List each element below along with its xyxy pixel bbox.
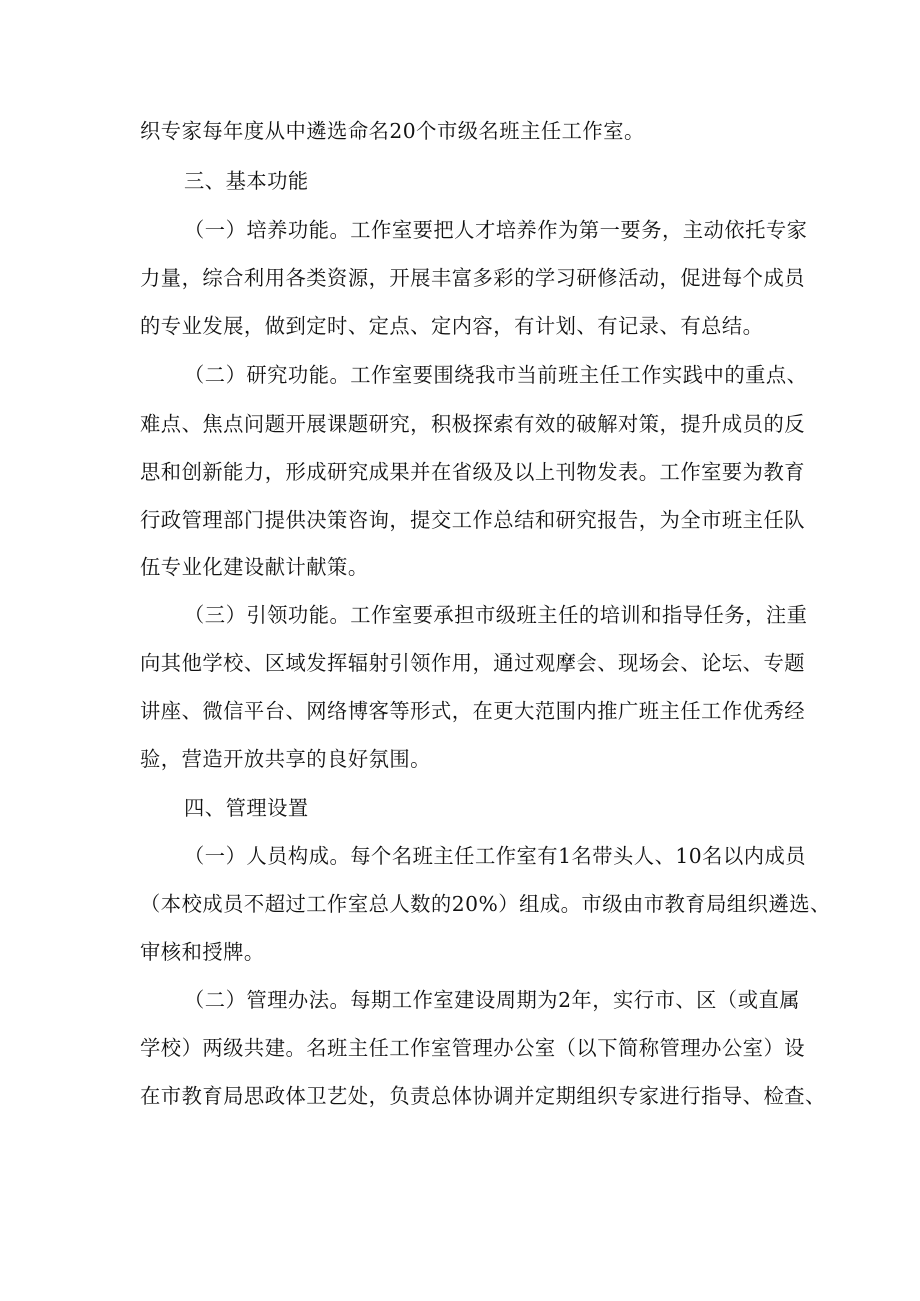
paragraph-line: （三）引领功能。工作室要承担市级班主任的培训和指导任务，注重 xyxy=(184,603,808,627)
text-line: （本校成员不超过工作室总人数的20%）组成。市级由市教育局组织遴选、 xyxy=(140,892,831,916)
text-line: 讲座、微信平台、网络博客等形式，在更大范围内推广班主任工作优秀经 xyxy=(140,699,806,723)
text-line: 力量，综合利用各类资源，开展丰富多彩的学习研修活动，促进每个成员 xyxy=(140,266,806,290)
paragraph-line: （一）培养功能。工作室要把人才培养作为第一要务，主动依托专家 xyxy=(184,218,808,242)
text-line: 织专家每年度从中遴选命名20个市级名班主任工作室。 xyxy=(140,119,645,143)
text-line: 思和创新能力，形成研究成果并在省级及以上刊物发表。工作室要为教育 xyxy=(140,460,806,484)
text-line: 的专业发展，做到定时、定点、定内容，有计划、有记录、有总结。 xyxy=(140,314,764,338)
text-line: 伍专业化建设献计献策。 xyxy=(140,555,369,579)
text-line: 验，营造开放共享的良好氛围。 xyxy=(140,747,431,771)
paragraph-line: （一）人员构成。每个名班主任工作室有1名带头人、10名以内成员 xyxy=(184,844,807,868)
text-line: 行政管理部门提供决策咨询，提交工作总结和研究报告，为全市班主任队 xyxy=(140,508,806,532)
section-heading: 三、基本功能 xyxy=(184,169,309,193)
text-line: 向其他学校、区域发挥辐射引领作用，通过观摩会、现场会、论坛、专题 xyxy=(140,651,806,675)
paragraph-line: （二）研究功能。工作室要围绕我市当前班主任工作实践中的重点、 xyxy=(184,363,808,387)
text-line: 审核和授牌。 xyxy=(140,940,265,964)
section-heading: 四、管理设置 xyxy=(184,796,309,820)
text-line: 难点、焦点问题开展课题研究，积极探索有效的破解对策，提升成员的反 xyxy=(140,412,806,436)
text-line: 学校）两级共建。名班主任工作室管理办公室（以下简称管理办公室）设 xyxy=(140,1036,806,1060)
text-line: 在市教育局思政体卫艺处，负责总体协调并定期组织专家进行指导、检查、 xyxy=(140,1084,826,1108)
paragraph-line: （二）管理办法。每期工作室建设周期为2年，实行市、区（或直属 xyxy=(184,988,801,1012)
